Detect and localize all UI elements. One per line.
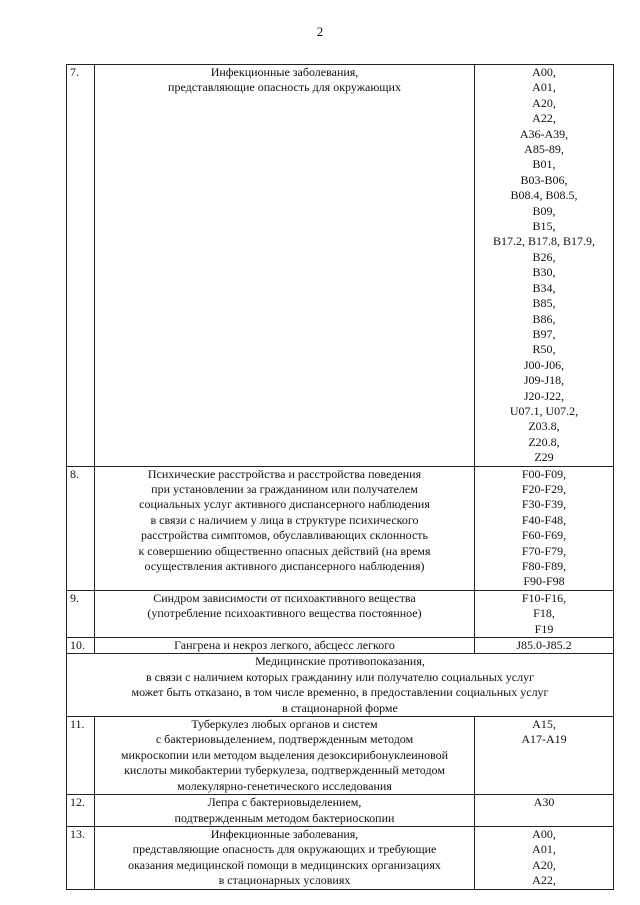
description-line: расстройства симптомов, обуславливающих склонность [140,528,429,543]
section-header [67,654,614,717]
code-line: B03-B06, [520,172,568,187]
description-line: представляющие опасность для окружающих и требующие [132,842,437,857]
code-line: A20, [532,95,556,110]
condition-description [95,65,475,467]
code-line: B09, [532,203,556,218]
code-line: F80-F89, [521,559,567,573]
row-number: 12. [67,795,95,827]
contraindications-table [66,64,614,890]
code-line: A85-89, [524,142,564,157]
description-line: (употребление психоактивного вещества постоянное) [147,606,422,621]
section-header-line: может быть отказано, в том числе временно, в предоставлении социальных услуг [131,685,549,700]
row-number: 11. [67,717,95,795]
code-line: B97, [532,326,556,341]
code-line: B08.4, B08.5, [510,188,578,203]
table-row [67,65,614,467]
condition-description [95,466,475,590]
code-line: F00-F09, [521,466,567,481]
code-line: A17-A19 [521,732,567,747]
description-line: подтвержденным методом бактериоскопии [174,810,395,825]
description-line: Психические расстройства и расстройства поведения [147,466,422,481]
code-line: A00, [532,65,556,79]
code-line: F19 [534,621,554,636]
code-line: A00, [532,826,556,841]
row-number: 13. [67,826,95,889]
table-row [67,638,614,654]
code-line: A20, [532,857,556,872]
code-line: B17.2, B17.8, B17.9, [492,234,595,249]
table-row [67,795,614,827]
icd-codes [475,590,614,637]
code-line: U07.1, U07.2, [509,403,579,418]
code-line: J85.0-J85.2 [516,638,572,653]
icd-codes [475,65,614,467]
code-line: J00-J06, [523,357,565,372]
code-line: R50, [532,342,556,357]
code-line: F30-F39, [521,497,567,512]
table-row [67,826,614,889]
description-line: при установлении за гражданином или получателем [151,481,418,496]
section-header-line: в стационарной форме [282,700,398,715]
description-line: осуществления активного диспансерного наблюдения) [144,559,425,573]
section-header-line: Медицинские противопоказания, [255,654,425,669]
description-line: в стационарных условиях [218,873,351,888]
code-line: B34, [532,280,556,295]
description-line: с бактериовыделением, подтвержденным методом [155,732,414,747]
description-line: Гангрена и некроз легкого, абсцесс легкого [174,638,395,653]
description-line: кислоты микобактерии туберкулеза, подтвержденный методом [124,763,445,778]
condition-description [95,795,475,827]
description-line: социальных услуг активного диспансерного наблюдения [139,497,430,512]
icd-codes [475,795,614,827]
code-line: F40-F48, [521,512,567,527]
description-line: Лепра с бактериовыделением, [207,795,362,810]
code-line: B86, [532,311,556,326]
icd-codes [475,717,614,795]
code-line: F90-F98 [523,574,565,589]
description-line: в связи с наличием у лица в структуре психического [150,512,419,527]
code-line: Z20.8, [528,434,560,449]
description-line: Синдром зависимости от психоактивного вещества [153,590,416,605]
condition-description [95,638,475,654]
table-body-top [67,65,614,654]
code-line: A22, [532,111,556,126]
section-header-line: в связи с наличием которых гражданину или получателю социальных услуг [145,669,535,684]
code-line: A36-A39, [519,126,569,141]
row-number: 7. [67,65,95,467]
description-line: к совершению общественно опасных действий (на время [138,543,431,558]
condition-description [95,826,475,889]
description-line: Инфекционные заболевания, [210,65,359,79]
code-line: A22, [532,873,556,888]
code-line: A15, [532,717,556,732]
condition-description [95,590,475,637]
description-line: микроскопии или методом выделения дезоксирибонуклеиновой [120,747,449,762]
code-line: A01, [532,842,556,857]
table-body-section [67,654,614,717]
code-line: B01, [532,157,556,172]
row-number: 10. [67,638,95,654]
code-line: F20-F29, [521,481,567,496]
page-number: 2 [316,24,324,39]
code-line: A30 [533,795,555,810]
code-line: J20-J22, [523,388,565,403]
table-row [67,466,614,590]
code-line: F70-F79, [521,543,567,558]
code-line: B30, [532,265,556,280]
description-line: оказания медицинской помощи в медицинских организациях [128,857,441,872]
section-header-row [67,654,614,717]
code-line: F18, [533,606,555,621]
description-line: Инфекционные заболевания, [210,826,359,841]
code-line: B26, [532,249,556,264]
table-row [67,590,614,637]
description-line: молекулярно-генетического исследования [177,778,392,793]
table-row [67,717,614,795]
description-line: Туберкулез любых органов и систем [191,717,378,732]
code-line: A01, [532,80,556,95]
code-line: Z03.8, [528,419,560,434]
icd-codes [475,638,614,654]
code-line: F60-F69, [521,528,567,543]
icd-codes [475,466,614,590]
code-line: B15, [532,219,556,234]
code-line: Z29 [534,450,554,465]
code-line: J09-J18, [523,373,565,388]
description-line: представляющие опасность для окружающих [168,80,401,95]
code-line: F10-F16, [521,590,567,605]
row-number: 8. [67,466,95,590]
icd-codes [475,826,614,889]
table-body-bottom [67,717,614,889]
code-line: B85, [532,296,556,311]
row-number: 9. [67,590,95,637]
condition-description [95,717,475,795]
